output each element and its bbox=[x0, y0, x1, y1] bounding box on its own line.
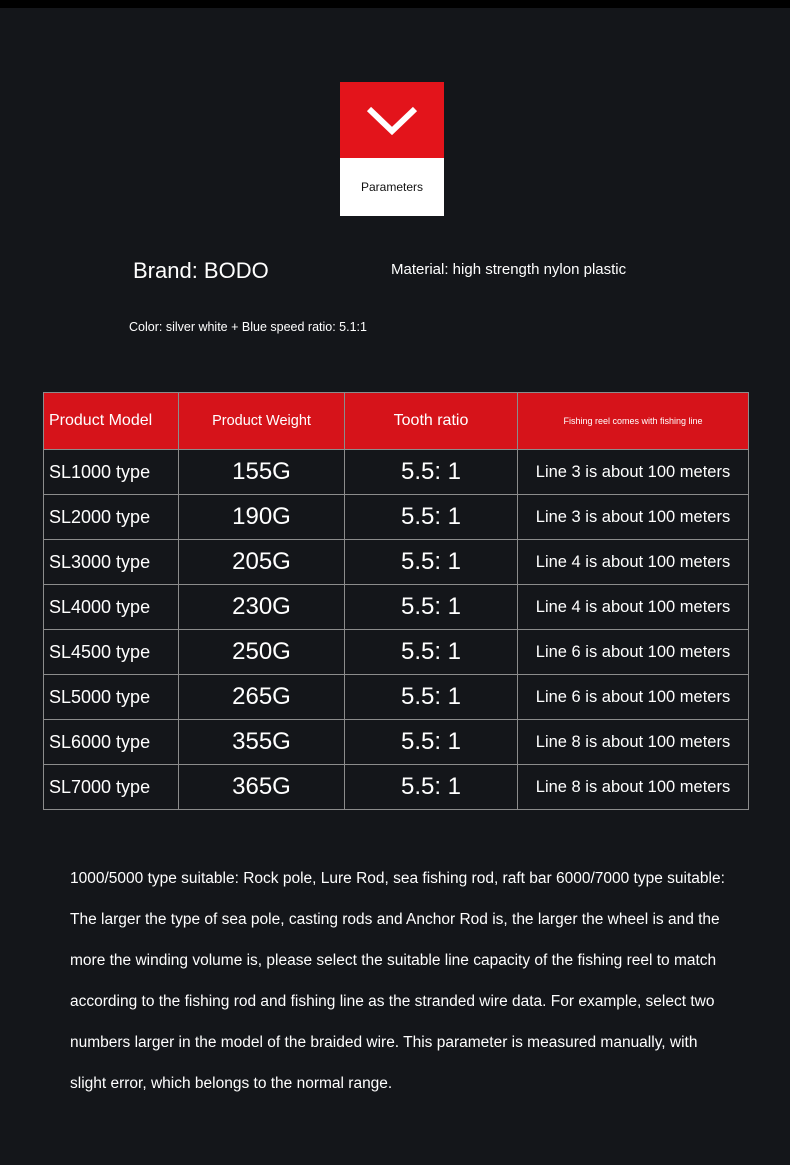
cell-weight: 265G bbox=[179, 675, 345, 720]
cell-weight: 205G bbox=[179, 540, 345, 585]
table-header-row bbox=[44, 393, 749, 450]
brand-text: Brand: BODO bbox=[133, 258, 269, 283]
table-row bbox=[44, 540, 749, 585]
cell-model: SL5000 type bbox=[44, 675, 179, 720]
header-fishing-line: Fishing reel comes with fishing line bbox=[518, 393, 749, 450]
table-row bbox=[44, 585, 749, 630]
chevron-down-icon bbox=[366, 105, 418, 135]
cell-ratio: 5.5: 1 bbox=[345, 630, 518, 675]
cell-weight: 155G bbox=[179, 450, 345, 495]
cell-ratio: 5.5: 1 bbox=[345, 495, 518, 540]
cell-line: Line 4 is about 100 meters bbox=[518, 585, 749, 630]
logo-block bbox=[340, 82, 444, 158]
table-row bbox=[44, 765, 749, 810]
cell-weight: 365G bbox=[179, 765, 345, 810]
cell-model: SL4000 type bbox=[44, 585, 179, 630]
cell-line: Line 6 is about 100 meters bbox=[518, 630, 749, 675]
material-text: Material: high strength nylon plastic bbox=[391, 261, 627, 278]
cell-model: SL7000 type bbox=[44, 765, 179, 810]
cell-line: Line 8 is about 100 meters bbox=[518, 720, 749, 765]
cell-line: Line 3 is about 100 meters bbox=[518, 495, 749, 540]
parameters-badge bbox=[340, 82, 444, 216]
header-product-model: Product Model bbox=[44, 393, 179, 450]
header-product-weight: Product Weight bbox=[179, 393, 345, 450]
cell-line: Line 4 is about 100 meters bbox=[518, 540, 749, 585]
table-row bbox=[44, 630, 749, 675]
cell-model: SL1000 type bbox=[44, 450, 179, 495]
cell-weight: 250G bbox=[179, 630, 345, 675]
cell-weight: 230G bbox=[179, 585, 345, 630]
cell-model: SL3000 type bbox=[44, 540, 179, 585]
cell-line: Line 6 is about 100 meters bbox=[518, 675, 749, 720]
spec-table bbox=[43, 392, 749, 810]
cell-ratio: 5.5: 1 bbox=[345, 765, 518, 810]
cell-model: SL4500 type bbox=[44, 630, 179, 675]
description-text: 1000/5000 type suitable: Rock pole, Lure Rod, sea fishing rod, raft bar 6000/7000 type suitable: The larger the type of sea pole, casting rods and Anchor Rod is, the larger the wheel is and the more the winding volume is, please select the suitable line capacity of the fishing reel to match according to the fishing rod and fishing line as the stranded wire data. For example, select two numbers larger in the model of the braided wire. This parameter is measured manually, with slight error, which belongs to the normal range. bbox=[70, 870, 725, 1092]
cell-ratio: 5.5: 1 bbox=[345, 585, 518, 630]
cell-model: SL2000 type bbox=[44, 495, 179, 540]
cell-ratio: 5.5: 1 bbox=[345, 450, 518, 495]
table-row bbox=[44, 450, 749, 495]
cell-line: Line 8 is about 100 meters bbox=[518, 765, 749, 810]
table-row bbox=[44, 720, 749, 765]
header-tooth-ratio: Tooth ratio bbox=[345, 393, 518, 450]
table-row bbox=[44, 675, 749, 720]
table-row bbox=[44, 495, 749, 540]
cell-ratio: 5.5: 1 bbox=[345, 540, 518, 585]
color-text: Color: silver white + Blue speed ratio: 5.1:1 bbox=[129, 320, 367, 334]
cell-model: SL6000 type bbox=[44, 720, 179, 765]
cell-ratio: 5.5: 1 bbox=[345, 720, 518, 765]
cell-weight: 190G bbox=[179, 495, 345, 540]
cell-ratio: 5.5: 1 bbox=[345, 675, 518, 720]
cell-line: Line 3 is about 100 meters bbox=[518, 450, 749, 495]
cell-weight: 355G bbox=[179, 720, 345, 765]
top-bar bbox=[0, 0, 790, 8]
parameters-label: Parameters bbox=[340, 158, 444, 216]
